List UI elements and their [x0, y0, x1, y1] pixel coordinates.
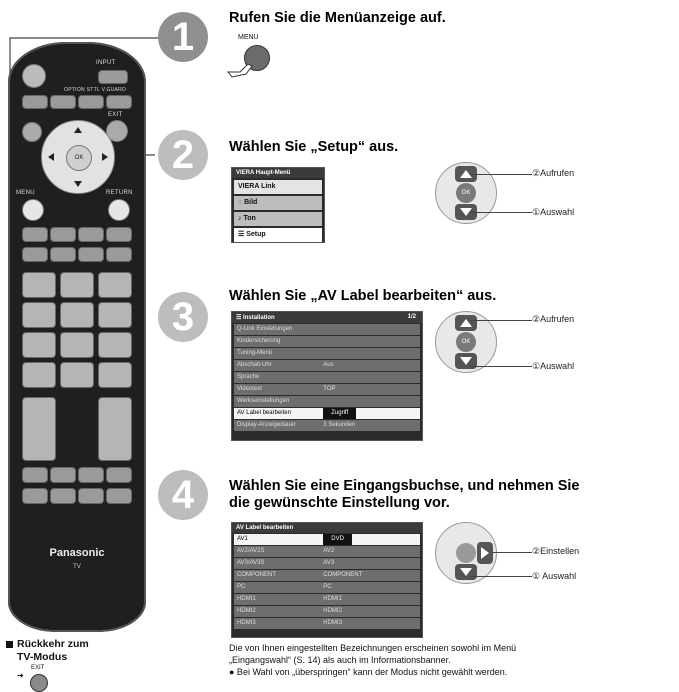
av-label-row[interactable]: PC PC [234, 582, 420, 593]
input-label: INPUT [96, 60, 116, 66]
down-arrow-icon [74, 181, 82, 187]
pad3-down-label: ①Auswahl [532, 361, 575, 371]
av-label-row[interactable]: HDMI3 HDMI3 [234, 618, 420, 629]
installation-row-av-label[interactable]: AV Label bearbeiten Zugriff [234, 408, 420, 419]
remote-dpad[interactable] [41, 120, 115, 194]
media-button[interactable] [78, 467, 104, 483]
volume-rocker[interactable] [22, 397, 56, 461]
right-arrow-icon [102, 153, 108, 161]
remote-button[interactable] [22, 247, 48, 262]
arrow-right-icon: ➜ [17, 671, 24, 680]
media-button[interactable] [22, 488, 48, 504]
number-button-5[interactable] [60, 302, 94, 328]
square-bullet-icon [6, 641, 13, 648]
return-button[interactable] [108, 199, 130, 221]
exit-label: EXIT [108, 112, 123, 118]
leader-line [470, 366, 532, 367]
note-line-1: Die von Ihnen eingestellten Bezeichnungen erscheinen sowohl im Menü [229, 643, 517, 653]
color-button-4[interactable] [106, 95, 132, 109]
number-button-6[interactable] [98, 302, 132, 328]
av-label-row[interactable]: AV2/AV2S AV2 [234, 546, 420, 557]
av-label-row[interactable]: AV3/AV3S AV3 [234, 558, 420, 569]
media-button[interactable] [106, 488, 132, 504]
number-button-2[interactable] [60, 272, 94, 298]
menu-label: MENU [16, 190, 35, 196]
main-menu-item[interactable]: VIERA Link [234, 180, 322, 194]
media-button[interactable] [78, 488, 104, 504]
nav-pad-step2[interactable] [435, 162, 497, 224]
ok-button[interactable]: OK [66, 145, 92, 171]
menu-button[interactable] [22, 199, 44, 221]
power-button[interactable] [22, 64, 46, 88]
main-menu-item[interactable]: ♪ Ton [234, 212, 322, 226]
media-button[interactable] [22, 467, 48, 483]
installation-row[interactable]: Sprache [234, 372, 420, 383]
brand-logo: Panasonic [49, 547, 105, 559]
installation-menu-title: ☰ Installation 1/2 [232, 312, 422, 323]
setup-icon: ☰ [238, 231, 247, 238]
exit-button-label: EXIT [31, 665, 45, 671]
step-3-circle: 3 [158, 292, 208, 342]
main-menu-item[interactable]: ◌ Bild [234, 196, 322, 210]
number-button-3[interactable] [98, 272, 132, 298]
main-menu-screen [231, 167, 325, 243]
leader-line [492, 552, 532, 553]
step-2-circle: 2 [158, 130, 208, 180]
number-button-10[interactable] [22, 362, 56, 388]
color-button-2[interactable] [50, 95, 76, 109]
step-4-heading-line2: die gewünschte Einstellung vor. [229, 495, 450, 511]
main-menu-item-setup[interactable]: ☰ Setup [234, 228, 322, 242]
return-heading-line1: Rückkehr zum [6, 638, 89, 650]
pad2-down-label: ①Auswahl [532, 207, 575, 217]
remote-button[interactable] [78, 247, 104, 262]
brand-sub: TV [73, 564, 81, 570]
step-3-heading: Wählen Sie „AV Label bearbeiten“ aus. [229, 288, 497, 304]
av-label-menu-title: AV Label bearbeiten [232, 523, 422, 533]
ok-button[interactable]: OK [456, 332, 476, 352]
nav-pad-step4[interactable] [435, 522, 497, 584]
right-button[interactable] [477, 542, 493, 564]
media-button[interactable] [50, 467, 76, 483]
leader-line [470, 174, 532, 175]
installation-row[interactable]: Display-Anzeigedauer 3 Sekunden [234, 420, 420, 431]
media-button[interactable] [50, 488, 76, 504]
picture-icon: ◌ [238, 199, 245, 206]
av-label-row[interactable]: COMPONENT COMPONENT [234, 570, 420, 581]
leader-line [470, 320, 532, 321]
color-button-1[interactable] [22, 95, 48, 109]
number-button-7[interactable] [22, 332, 56, 358]
option-label: OPTION STTL V.GUARD [64, 87, 127, 93]
installation-row[interactable]: Abschalt-Uhr Aus [234, 360, 420, 371]
number-button-0[interactable] [60, 362, 94, 388]
remote-button[interactable] [106, 247, 132, 262]
exit-button-icon[interactable] [30, 674, 48, 692]
step-4-circle: 4 [158, 470, 208, 520]
remote-control [8, 42, 146, 632]
pad2-up-label: ②Aufrufen [532, 168, 575, 178]
menu-button-label: MENU [238, 34, 259, 41]
av-label-row-av1[interactable]: AV1 DVD [234, 534, 420, 545]
pad4-right-label: ②Einstellen [532, 546, 580, 556]
page-indicator: 1/2 [407, 314, 416, 320]
leader-line [470, 212, 532, 213]
av-label-row[interactable]: HDMI2 HDMI2 [234, 606, 420, 617]
remote-button[interactable] [22, 227, 48, 242]
av-label-menu-screen [231, 522, 423, 638]
step-2-heading: Wählen Sie „Setup“ aus. [229, 139, 399, 155]
number-button-1[interactable] [22, 272, 56, 298]
remote-button[interactable] [50, 247, 76, 262]
pad4-down-label: ① Auswahl [532, 571, 577, 581]
number-button-8[interactable] [60, 332, 94, 358]
return-label: RETURN [106, 190, 133, 196]
number-button-4[interactable] [22, 302, 56, 328]
media-button[interactable] [106, 467, 132, 483]
installation-row[interactable]: Videotext TOP [234, 384, 420, 395]
remote-button[interactable] [50, 227, 76, 242]
installation-row[interactable]: Q-Link Einstellungen [234, 324, 420, 335]
number-button-11[interactable] [98, 362, 132, 388]
remote-button[interactable] [78, 227, 104, 242]
pad3-up-label: ②Aufrufen [532, 314, 575, 324]
step-1-circle: 1 [158, 12, 208, 62]
return-heading-line2: TV-Modus [17, 651, 68, 663]
setup-icon: ☰ [236, 315, 244, 321]
ok-button[interactable]: OK [456, 183, 476, 203]
note-line-3: ● Bei Wahl von „überspringen“ kann der Modus nicht gewählt werden. [229, 667, 508, 677]
color-button-3[interactable] [78, 95, 104, 109]
center-button[interactable] [456, 543, 476, 563]
up-arrow-icon [74, 127, 82, 133]
remote-button[interactable] [106, 227, 132, 242]
down-button[interactable] [455, 564, 477, 580]
installation-menu-screen [231, 311, 423, 441]
left-arrow-icon [48, 153, 54, 161]
av-label-row[interactable]: HDMI1 HDMI1 [234, 594, 420, 605]
installation-row[interactable]: Kindersicherung [234, 336, 420, 347]
note-line-2: „Eingangswahl“ (S. 14) als auch im Informationsbanner. [229, 655, 451, 665]
channel-rocker[interactable] [98, 397, 132, 461]
leader-line [470, 576, 532, 577]
number-button-9[interactable] [98, 332, 132, 358]
main-menu-title: VIERA Haupt-Menü [232, 168, 324, 178]
aux-button[interactable] [22, 122, 42, 142]
up-button[interactable] [455, 315, 477, 331]
installation-row[interactable]: Werkseinstellungen [234, 396, 420, 407]
step-1-heading: Rufen Sie die Menüanzeige auf. [229, 10, 446, 26]
input-button[interactable] [98, 70, 128, 84]
step-4-heading-line1: Wählen Sie eine Eingangsbuchse, und nehmen Sie [229, 478, 580, 494]
installation-row[interactable]: Tuning-Menü [234, 348, 420, 359]
pointing-hand-icon [226, 58, 254, 78]
sound-icon: ♪ [238, 215, 244, 222]
